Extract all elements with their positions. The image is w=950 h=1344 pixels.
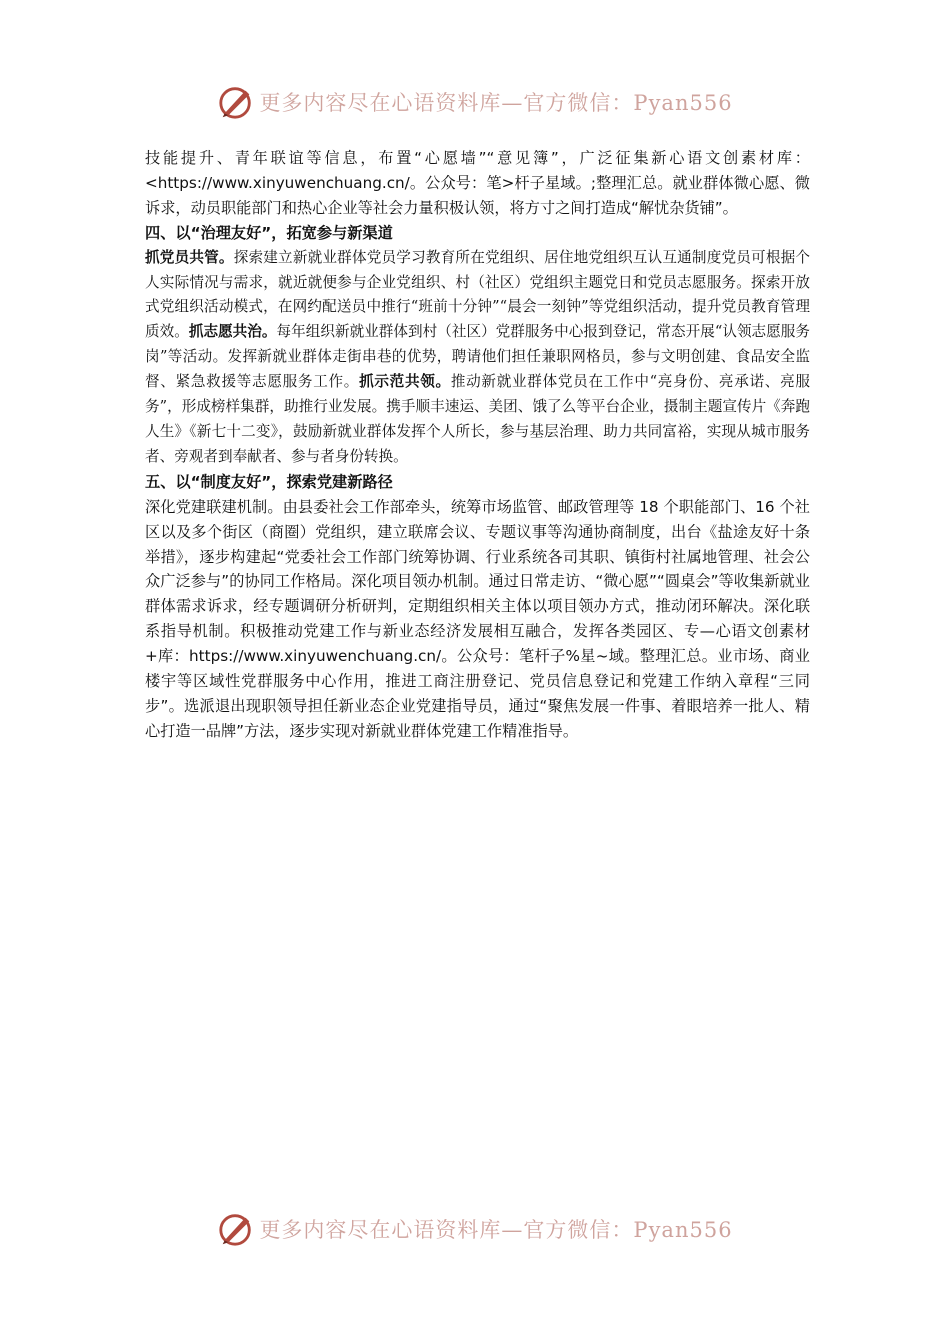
text-demonstration: 推动新就业群体党员在工作中“亮身份、亮承诺、亮服务”，形成榜样集群，助推行业发展。携手顺丰速运、美团、饿了么等平台企业，摄制主题宣传片《奔跑人生》《新七十二变》，鼓励新就业群体发挥个人所长，参与基层治理、助力共同富裕，实现从城市服务者、旁观者到奉献者、参与者身份转换。: [145, 373, 810, 465]
lead-party-members: 抓党员共管。: [145, 248, 234, 266]
footer-watermark-text: 更多内容尽在心语资料库—官方微信：Pyan556: [259, 1218, 733, 1242]
header-watermark: [0, 80, 950, 124]
pen-logo-icon: [217, 1210, 255, 1248]
section-heading-4: 四、以“治理友好”，拓宽参与新渠道: [145, 223, 393, 242]
lead-volunteer: 抓志愿共治。: [188, 323, 277, 341]
lead-demonstration: 抓示范共领。: [359, 373, 451, 391]
document-body: [145, 146, 810, 744]
header-watermark-text: 更多内容尽在心语资料库—官方微信：Pyan556: [259, 91, 733, 115]
text-volunteer: 每年组织新就业群体到村（社区）党群服务中心报到登记，常态开展“认领志愿服务岗”等活动。发挥新就业群体走街串巷的优势，聘请他们担任兼职网格员，参与文明创建、食品安全监督、紧急救援等志愿服务工作。: [145, 323, 810, 391]
paragraph-intro: 技能提升、青年联谊等信息，布置“心愿墙”“意见簿”，广泛征集新心语文创素材库：<https://www.xinyuwenchuang.cn/。公众号：笔>杆子星域。;整理汇总。就业群体微心愿、微诉求，动员职能部门和热心企业等社会力量积极认领，将方寸之间打造成“解忧杂货铺”。: [145, 149, 810, 217]
footer-watermark: [0, 1207, 950, 1251]
paragraph-institution: 深化党建联建机制。由县委社会工作部牵头，统筹市场监管、邮政管理等 18 个职能部门、16 个社区以及多个街区（商圈）党组织，建立联席会议、专题议事等沟通协商制度，出台《盐途友好十条举措》，逐步构建起“党委社会工作部门统筹协调、行业系统各司其职、镇街村社属地管理、社会公众广泛参与”的协同工作格局。深化项目领办机制。通过日常走访、“微心愿”“圆桌会”等收集新就业群体需求诉求，经专题调研分析研判，定期组织相关主体以项目领办方式，推动闭环解决。深化联系指导机制。积极推动党建工作与新业态经济发展相互融合，发挥各类园区、专—心语文创素材+库：https://www.xinyuwenchuang.cn/。公众号：笔杆子%星~域。整理汇总。业市场、商业楼宇等区域性党群服务中心作用，推进工商注册登记、党员信息登记和党建工作纳入章程“三同步”。选派退出现职领导担任新业态企业党建指导员，通过“聚焦发展一件事、着眼培养一批人、精心打造一品牌”方法，逐步实现对新就业群体党建工作精准指导。: [145, 497, 810, 740]
section-heading-5: 五、以“制度友好”，探索党建新路径: [145, 472, 393, 491]
paragraph-governance: [145, 246, 810, 470]
pen-logo-icon: [217, 83, 255, 121]
text-party-members: 探索建立新就业群体党员学习教育所在党组织、居住地党组织互认互通制度党员可根据个人实际情况与需求，就近就便参与企业党组织、村（社区）党组织主题党日和党员志愿服务。探索开放式党组织活动模式，在网约配送员中推行“班前十分钟”“晨会一刻钟”等党组织活动，提升党员教育管理质效。: [145, 248, 810, 341]
